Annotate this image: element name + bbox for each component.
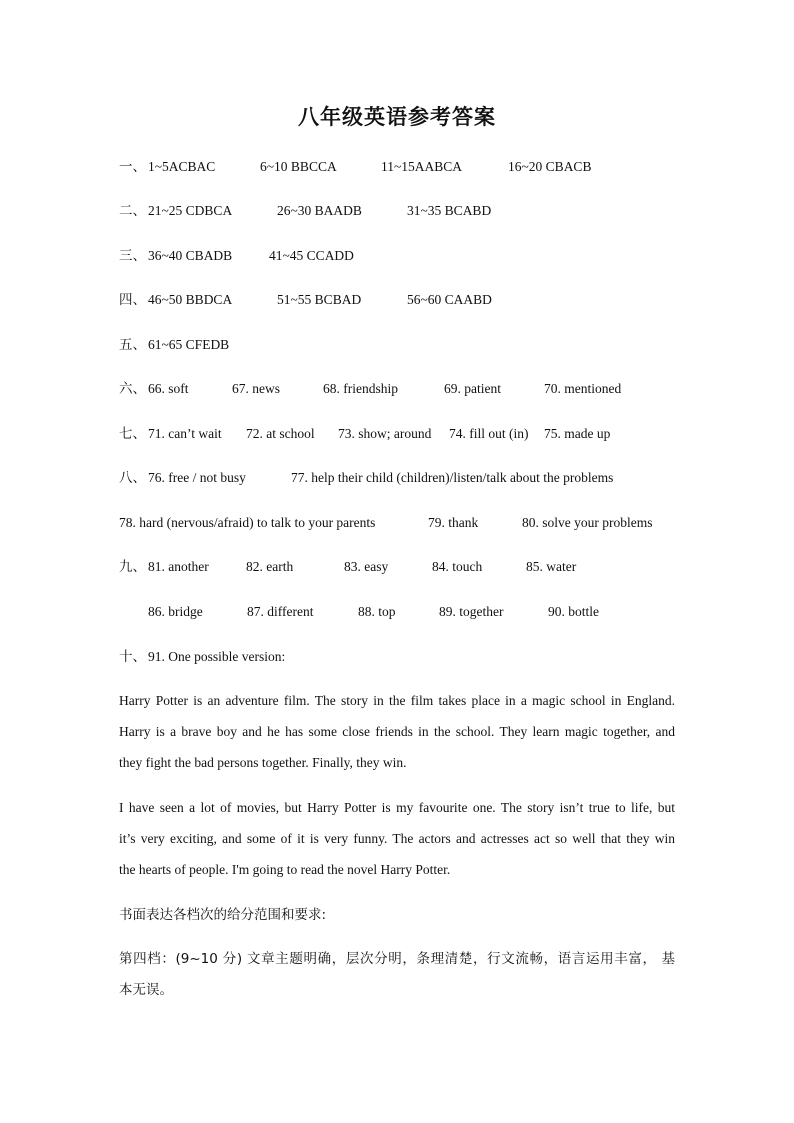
- answer-item: 85. water: [526, 559, 577, 574]
- section-label: 九、: [119, 559, 146, 575]
- answer-item: 83. easy: [344, 559, 389, 574]
- answer-group: 26~30 BAADB: [277, 203, 362, 218]
- answer-group: 11~15AABCA: [381, 159, 463, 174]
- section-label: 五、: [119, 337, 146, 353]
- answer-item: 66. soft: [148, 381, 189, 396]
- scoring-line: 第四档：(9~10 分) 文章主题明确，层次分明，条理清楚，行文流畅，语言运用丰富， 基: [119, 951, 675, 967]
- answer-item: 68. friendship: [323, 381, 398, 396]
- answer-item: 67. news: [232, 381, 280, 396]
- answer-item: 77. help their child (children)/listen/talk about the problems: [291, 470, 614, 485]
- essay-line: I have seen a lot of movies, but Harry Potter is my favourite one. The story isn’t true to life, but: [119, 800, 675, 815]
- answer-group: 31~35 BCABD: [407, 203, 492, 218]
- answer-group: 56~60 CAABD: [407, 292, 492, 307]
- answer-item: 70. mentioned: [544, 381, 622, 396]
- answer-item: 82. earth: [246, 559, 294, 574]
- answer-item: 78. hard (nervous/afraid) to talk to your parents: [119, 515, 376, 530]
- scoring-line: 本无误。: [119, 982, 173, 998]
- scoring-heading: 书面表达各档次的给分范围和要求:: [119, 907, 327, 923]
- section-label: 八、: [119, 470, 146, 486]
- answer-item: 72. at school: [246, 426, 315, 441]
- essay-line: it’s very exciting, and some of it is very funny. The actors and actresses act so well that they win: [119, 831, 675, 846]
- answer-item: 86. bridge: [148, 604, 203, 619]
- answer-item: 81. another: [148, 559, 209, 574]
- essay-line: they fight the bad persons together. Finally, they win.: [119, 755, 407, 770]
- answer-group: 1~5ACBAC: [148, 159, 216, 174]
- essay-line: Harry Potter is an adventure film. The story in the film takes place in a magic school in England.: [119, 693, 675, 708]
- section-label: 四、: [119, 292, 146, 308]
- answer-group: 51~55 BCBAD: [277, 292, 362, 307]
- answer-group: 16~20 CBACB: [508, 159, 592, 174]
- answer-item: 76. free / not busy: [148, 470, 246, 485]
- answer-item: 69. patient: [444, 381, 501, 396]
- section-label: 六、: [119, 381, 146, 397]
- page-title: 八年级英语参考答案: [298, 105, 496, 129]
- answer-item: 73. show; around: [338, 426, 432, 441]
- section-label: 十、: [119, 649, 146, 665]
- answer-item: 88. top: [358, 604, 396, 619]
- section-label: 二、: [119, 203, 146, 219]
- essay-line: Harry is a brave boy and he has some close friends in the school. They learn magic together, and: [119, 724, 675, 739]
- answer-group: 46~50 BBDCA: [148, 292, 233, 307]
- answer-item: 91. One possible version:: [148, 649, 286, 664]
- answer-group: 41~45 CCADD: [269, 248, 354, 263]
- answer-item: 74. fill out (in): [449, 426, 529, 441]
- answer-item: 80. solve your problems: [522, 515, 653, 530]
- answer-item: 89. together: [439, 604, 504, 619]
- answer-item: 75. made up: [544, 426, 611, 441]
- essay-line: the hearts of people. I'm going to read the novel Harry Potter.: [119, 862, 451, 877]
- answer-group: 36~40 CBADB: [148, 248, 233, 263]
- answer-item: 87. different: [247, 604, 314, 619]
- section-label: 七、: [119, 426, 146, 442]
- answer-group: 6~10 BBCCA: [260, 159, 337, 174]
- answer-group: 61~65 CFEDB: [148, 337, 230, 352]
- answer-item: 90. bottle: [548, 604, 599, 619]
- answer-item: 84. touch: [432, 559, 483, 574]
- section-label: 三、: [119, 248, 146, 264]
- answer-item: 71. can’t wait: [148, 426, 222, 441]
- answer-group: 21~25 CDBCA: [148, 203, 233, 218]
- answer-item: 79. thank: [428, 515, 479, 530]
- section-label: 一、: [119, 159, 146, 175]
